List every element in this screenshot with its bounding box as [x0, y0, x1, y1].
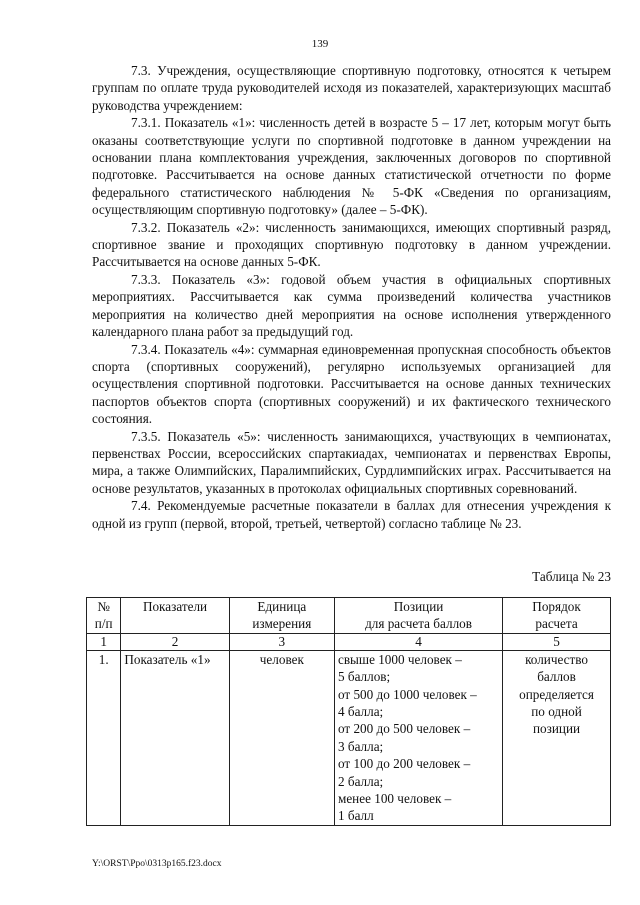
header-method-line2: расчета	[535, 616, 578, 632]
method-line: по одной	[531, 704, 582, 720]
row-unit: человек	[229, 650, 334, 825]
footer-file-path: Y:\ORST\Ppo\0313p165.f23.docx	[92, 859, 222, 869]
table-row	[87, 650, 611, 825]
header-positions-line1: Позиции	[393, 599, 444, 614]
header-unit-line2: измерения	[252, 616, 312, 632]
column-number-3: 3	[229, 633, 334, 650]
method-line: определяется	[519, 686, 594, 702]
position-line: 1 балл	[337, 808, 374, 824]
position-line: свыше 1000 человек –	[337, 651, 462, 667]
row-number: 1.	[87, 650, 121, 825]
row-method	[503, 650, 611, 825]
position-line: 3 балла;	[337, 738, 384, 754]
position-line: менее 100 человек –	[337, 791, 452, 807]
paragraph-7-3: 7.3. Учреждения, осуществляющие спортивную подготовку, относятся к четырем группам по оплате труда руководителей исходя из показателей, характеризующих масштаб руководства учреждением:	[92, 63, 611, 113]
header-number-line2: п/п	[94, 616, 113, 632]
header-positions-line2: для расчета баллов	[365, 616, 472, 632]
method-line: позиции	[533, 721, 581, 737]
column-number-5: 5	[503, 633, 611, 650]
row-indicator: Показатель «1»	[121, 650, 229, 825]
position-line: от 100 до 200 человек –	[337, 756, 471, 772]
paragraph-7-4: 7.4. Рекомендуемые расчетные показатели в баллах для отнесения учреждения к одной из групп (первой, второй, третьей, четвертой) согласно таблице № 23.	[92, 498, 611, 531]
table-caption: Таблица № 23	[532, 569, 611, 584]
header-method-line1: Порядок	[532, 599, 581, 614]
header-unit-line1: Единица	[257, 599, 307, 614]
paragraph-7-3-5: 7.3.5. Показатель «5»: численность занимающихся, участвующих в чемпионатах, первенствах России, всероссийских спартакиадах, чемпионатах и первенствах Европы, мира, а также Олимпийских, Паралимпийских, Сурдлимпийских играх. Рассчитывается на основе результатов, указанных в протоколах официальных спортивных соревнований.	[92, 428, 611, 496]
header-indicators-label: Показатели	[142, 599, 208, 614]
indicators-table	[86, 597, 611, 826]
page-number: 139	[311, 38, 329, 50]
column-number-row	[87, 633, 611, 650]
position-line: 2 балла;	[337, 773, 384, 789]
column-number-2: 2	[121, 633, 229, 650]
column-number-1: 1	[87, 633, 121, 650]
row-positions	[334, 650, 502, 825]
position-line: 4 балла;	[337, 704, 384, 720]
position-line: от 200 до 500 человек –	[337, 721, 471, 737]
paragraph-7-3-4: 7.3.4. Показатель «4»: суммарная единовременная пропускная способность объектов спорта (спортивных сооружений), регулярно используемых организацией для осуществления спортивной подготовки. Рассчитывается на основе данных технических паспортов объектов спорта (спортивных сооружений) и их фактического технического состояния.	[92, 341, 611, 427]
paragraph-7-3-2: 7.3.2. Показатель «2»: численность занимающихся, имеющих спортивный разряд, спортивное звание и проходящих спортивную подготовку в данном учреждении. Рассчитывается на основе данных 5-ФК.	[92, 219, 611, 270]
table-header-row	[87, 598, 611, 634]
header-indicators	[121, 598, 229, 634]
column-number-4: 4	[334, 633, 502, 650]
paragraph-7-3-1: 7.3.1. Показатель «1»: численность детей в возрасте 5 – 17 лет, которым могут быть оказаны соответствующие услуги по спортивной подготовке в данном учреждении на основании плана комплектования учреждения, заключенных договоров по спортивной подготовке. Рассчитывается на основе данных статистической отчетности по форме федерального статистического наблюдения № 5-ФК «Сведения по организациям, осуществляющим спортивную подготовку» (далее – 5-ФК).	[92, 115, 611, 218]
paragraph-7-3-3: 7.3.3. Показатель «3»: годовой объем участия в официальных спортивных мероприятиях. Рассчитывается как сумма произведений количества участников мероприятия на количество дней мероприятия на основе исполнения утвержденного календарного плана работ за предыдущий год.	[92, 271, 611, 340]
position-line: 5 баллов;	[337, 669, 391, 685]
method-line: баллов	[537, 669, 576, 685]
header-method	[503, 598, 611, 634]
header-number-line1: №	[97, 599, 110, 614]
method-line: количество	[525, 651, 589, 667]
position-line: от 500 до 1000 человек –	[337, 686, 477, 702]
header-number	[87, 598, 121, 634]
header-positions	[334, 598, 502, 634]
document-body	[92, 62, 611, 532]
header-unit	[229, 598, 334, 634]
